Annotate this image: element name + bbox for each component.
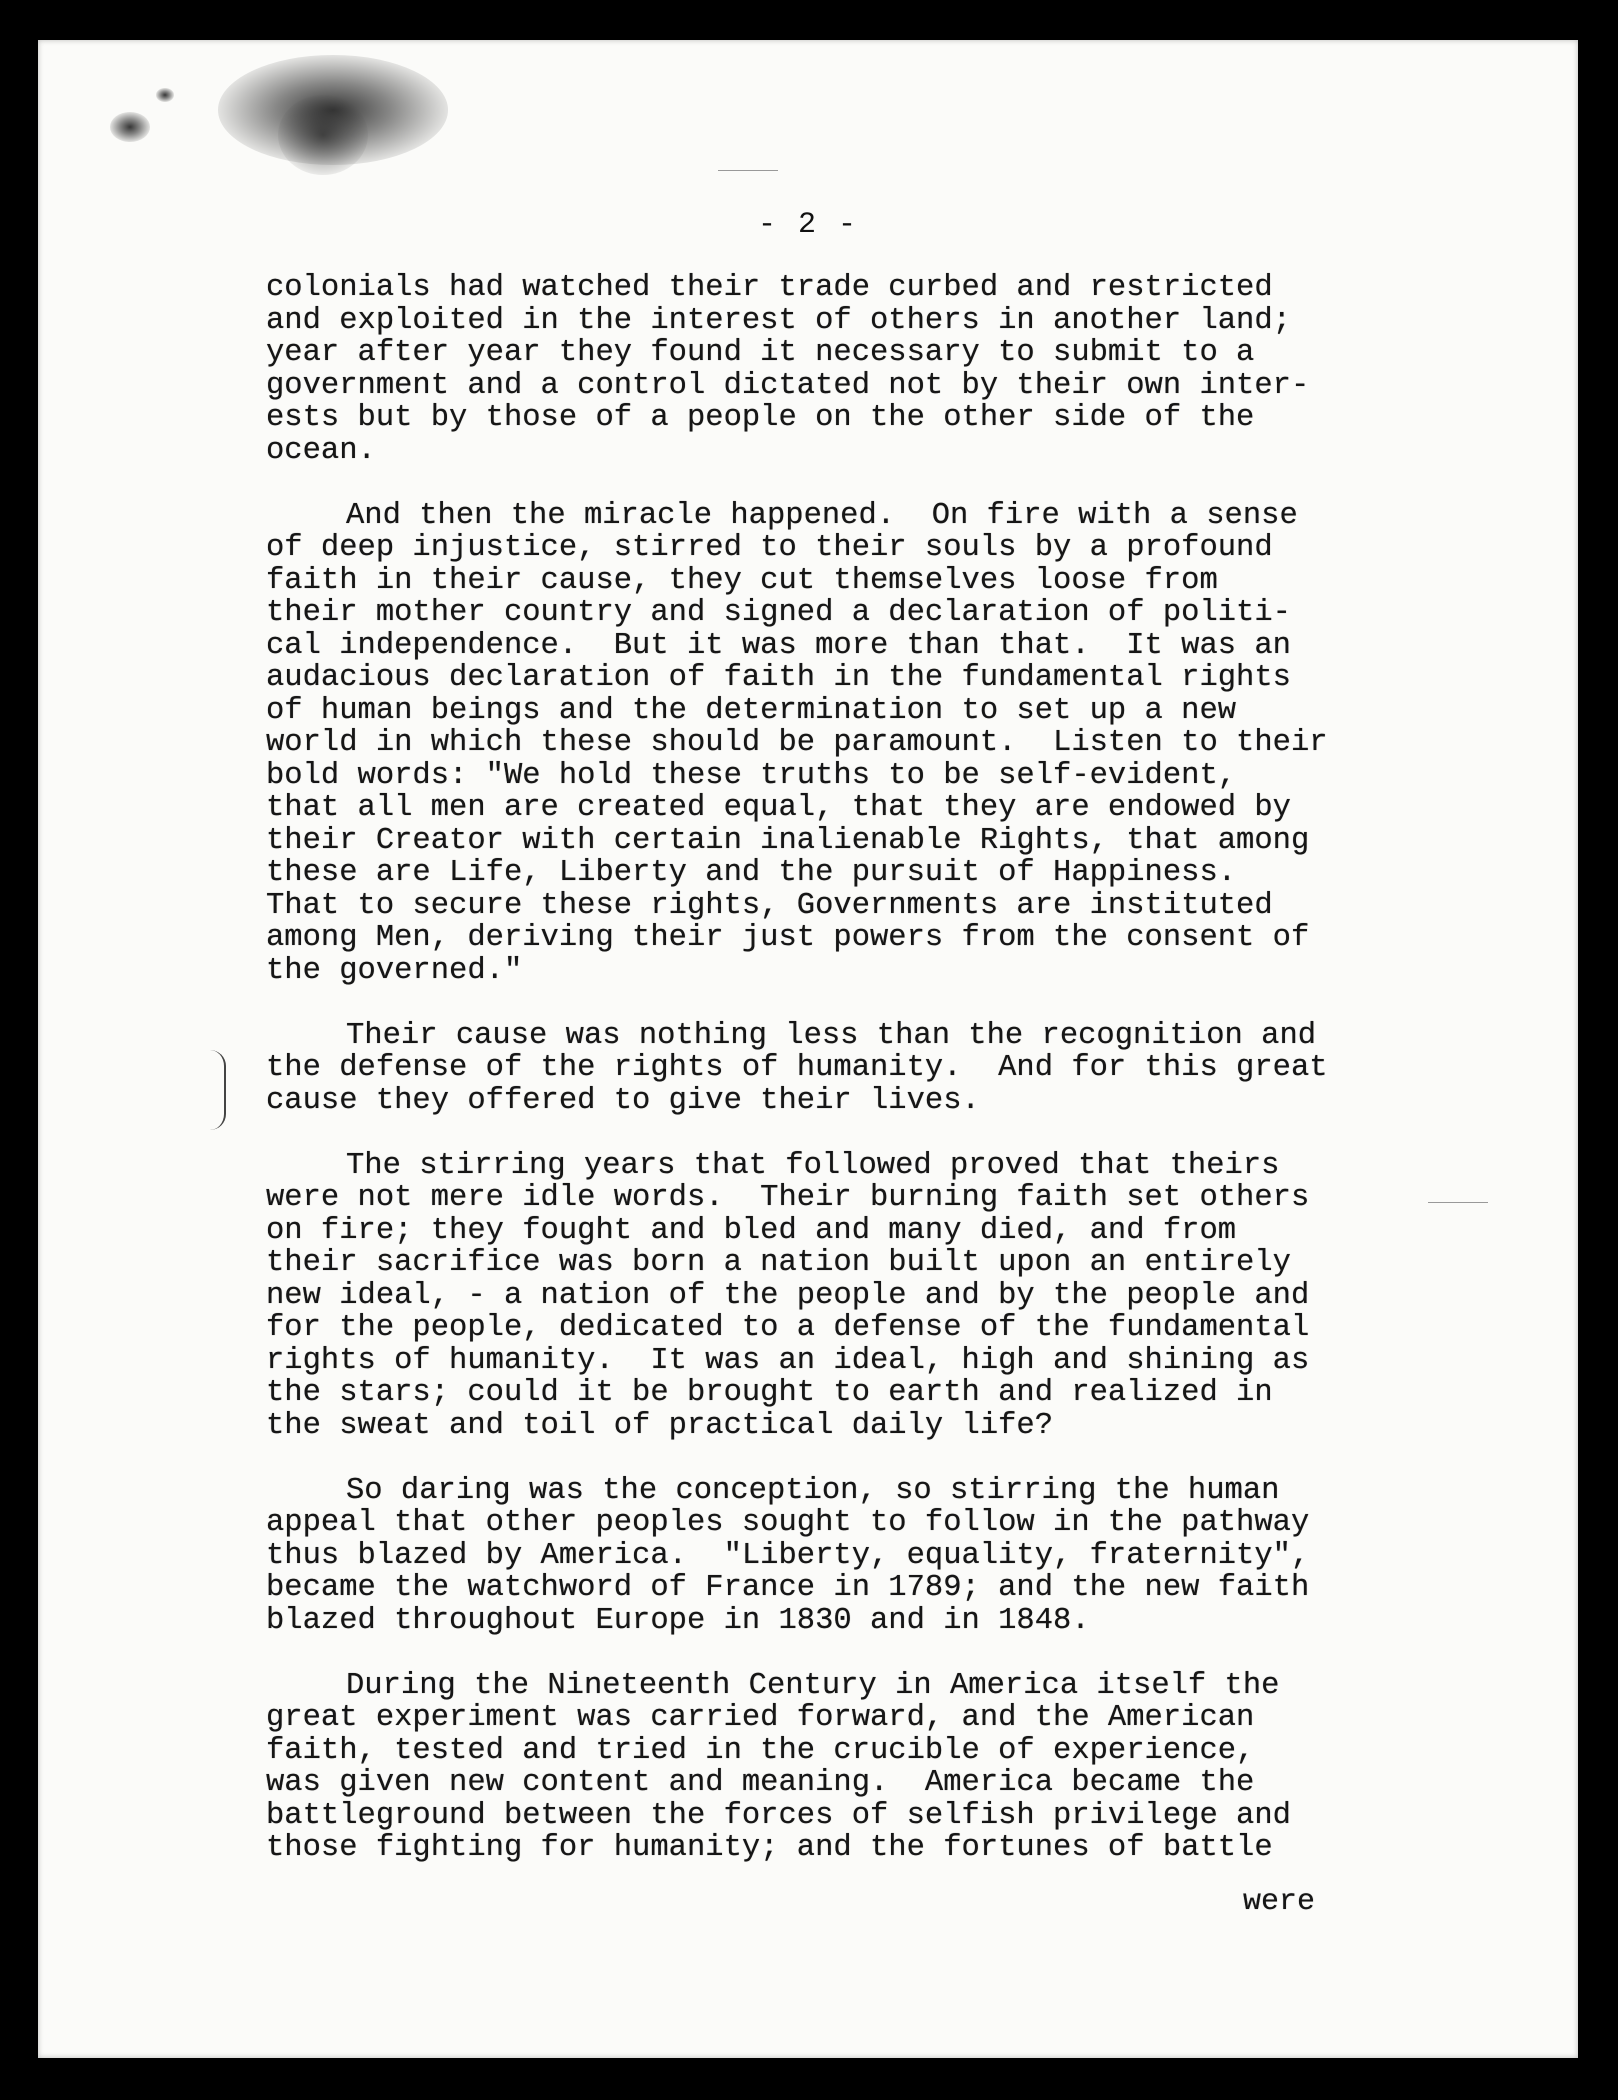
paragraph bbox=[266, 1150, 1426, 1443]
text-line: Their cause was nothing less than the recognition and bbox=[346, 1018, 1317, 1053]
text-line: government and a control dictated not by their own inter- bbox=[266, 368, 1310, 403]
text-line: battleground between the forces of selfish privilege and bbox=[266, 1798, 1291, 1833]
paragraph bbox=[266, 272, 1426, 467]
text-line: the defense of the rights of humanity. And for this great bbox=[266, 1051, 1328, 1085]
text-line: great experiment was carried forward, and the American bbox=[266, 1701, 1255, 1735]
document-page bbox=[38, 40, 1578, 2058]
body-text bbox=[266, 272, 1426, 1897]
text-line: ests but by those of a people on the other side of the bbox=[266, 401, 1255, 435]
ink-smudge bbox=[156, 88, 174, 102]
paragraph bbox=[266, 1020, 1426, 1118]
text-line: that all men are created equal, that they are endowed by bbox=[266, 791, 1291, 825]
ink-smudge bbox=[278, 95, 368, 175]
text-line: colonials had watched their trade curbed and restricted bbox=[266, 271, 1273, 305]
text-line: year after year they found it necessary to submit to a bbox=[266, 336, 1255, 370]
text-line: appeal that other peoples sought to follow in the pathway bbox=[266, 1506, 1310, 1540]
text-line: So daring was the conception, so stirring the human bbox=[346, 1473, 1280, 1508]
text-line: the stars; could it be brought to earth and realized in bbox=[266, 1376, 1273, 1410]
paragraph bbox=[266, 500, 1426, 988]
text-line: world in which these should be paramount. Listen to their bbox=[266, 726, 1328, 760]
text-line: audacious declaration of faith in the fundamental rights bbox=[266, 661, 1291, 695]
text-line: The stirring years that followed proved that theirs bbox=[346, 1148, 1280, 1183]
text-line: for the people, dedicated to a defense of the fundamental bbox=[266, 1311, 1310, 1345]
text-line: bold words: "We hold these truths to be self-evident, bbox=[266, 758, 1237, 793]
text-line: rights of humanity. It was an ideal, high and shining as bbox=[266, 1343, 1310, 1378]
stray-mark bbox=[718, 170, 778, 171]
text-line: became the watchword of France in 1789; and the new faith bbox=[266, 1571, 1310, 1605]
text-line: and exploited in the interest of others in another land; bbox=[266, 303, 1291, 338]
text-line: new ideal, - a nation of the people and by the people and bbox=[266, 1278, 1310, 1313]
page-number: - 2 - bbox=[757, 208, 858, 242]
text-line: those fighting for humanity; and the fortunes of battle bbox=[266, 1831, 1273, 1865]
ink-smudge bbox=[110, 112, 150, 142]
text-line: thus blazed by America. "Liberty, equality, fraternity", bbox=[266, 1538, 1310, 1573]
text-line: were not mere idle words. Their burning faith set others bbox=[266, 1181, 1310, 1215]
paragraph bbox=[266, 1475, 1426, 1638]
stray-mark bbox=[1428, 1202, 1488, 1203]
text-line: During the Nineteenth Century in America itself the bbox=[346, 1668, 1280, 1703]
paragraph bbox=[266, 1670, 1426, 1865]
catchword: were bbox=[1243, 1885, 1316, 1919]
text-line: of deep injustice, stirred to their souls by a profound bbox=[266, 531, 1273, 565]
text-line: faith, tested and tried in the crucible of experience, bbox=[266, 1733, 1255, 1768]
text-line: ocean. bbox=[266, 433, 376, 468]
text-line: cal independence. But it was more than that. It was an bbox=[266, 628, 1291, 663]
margin-bracket-mark bbox=[210, 1050, 226, 1130]
text-line: among Men, deriving their just powers from the consent of bbox=[266, 921, 1310, 955]
text-line: their sacrifice was born a nation built upon an entirely bbox=[266, 1246, 1291, 1280]
text-line: cause they offered to give their lives. bbox=[266, 1083, 980, 1118]
text-line: was given new content and meaning. America became the bbox=[266, 1766, 1255, 1800]
text-line: these are Life, Liberty and the pursuit of Happiness. bbox=[266, 856, 1237, 890]
text-line: And then the miracle happened. On fire with a sense bbox=[346, 498, 1298, 533]
text-line: blazed throughout Europe in 1830 and in 1848. bbox=[266, 1603, 1090, 1638]
text-line: of human beings and the determination to set up a new bbox=[266, 693, 1237, 728]
text-line: on fire; they fought and bled and many died, and from bbox=[266, 1213, 1237, 1248]
text-line: their mother country and signed a declaration of politi- bbox=[266, 596, 1291, 630]
text-line: That to secure these rights, Governments are instituted bbox=[266, 888, 1273, 923]
text-line: the governed." bbox=[266, 953, 523, 988]
text-line: faith in their cause, they cut themselves loose from bbox=[266, 563, 1218, 598]
text-line: their Creator with certain inalienable Rights, that among bbox=[266, 823, 1310, 858]
text-line: the sweat and toil of practical daily life? bbox=[266, 1408, 1054, 1443]
